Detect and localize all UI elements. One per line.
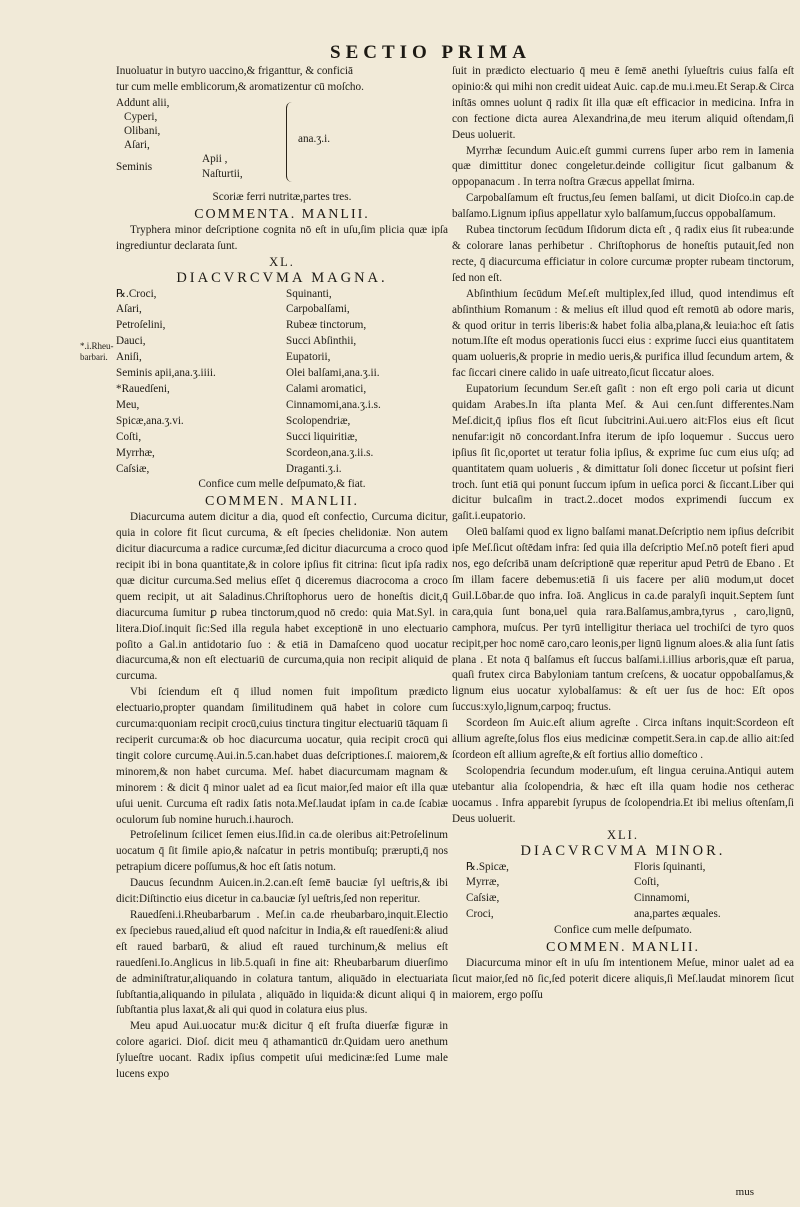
recipe-brace-block: Addunt alii, Cyperi, Olibani, Aſari, Seminis Apii , Naſturtii, ana.ʒ.i.: [116, 96, 330, 180]
paragraph: Oleū balſami quod ex ligno balſami manat.Deſcriptio nem ipſius deſcribit ipſe Meſ.ſicut oſtēdam infra: ſed quia illa deſcriptio Meſ.nō poteſt fieri apud nos, ego deſcribā unam deſcriptionē quæ reperitur apud Petrū de Ebano . Et ſm illam facere debemus:etiā ſi uis facere per aliū modum,ut docet Guil.Lōbar.de quo infra. Ioā. Anglicus in ca.de paralyſi inquit.Septem ſunt cara,quia ſunt bona,uel quia rara.Balſamus,ambra,tyrus , caro,lignū, camphora, muſcus. Per tyrū intelligitur theriaca uel trochiſci de tyro quos recipit,per hoc nomē caro,caro leonis,per lignū lignum aloes.& alia ſunt ſatis plana . Et nota q̄ balſamus eſt ſuccus balſami.i.illius arboris,quæ eſt parua, quaſi frutex circa Babyloniam tantum creſcens, & uocatur oppobalſamus,& lignum eius uocatur xylobalſamus: & eſt uer ſus de hoc: Eſt opos ſuccus:xylo,lignum,carpoq; fructus.: [452, 526, 794, 714]
text-line: Inuoluatur in butyro uaccino,& friganttur, & conficiā: [116, 65, 353, 77]
section-heading: COMMEN. MANLII.: [545, 940, 701, 956]
paragraph: Myrrhæ ſecundum Auic.eſt gummi currens ſuper arbo rem in Iamenia quæ dimittitur donec congeletur.deinde colligitur ſicut galbanum & oppopanacum . In terra noſtra Græcus appellat ſmirna.: [452, 144, 794, 189]
paragraph: Scolopendria ſecundum moder.uſum, eſt lingua ceruina.Antiqui autem utebantur alia ſcolopendria, & hæc eſt illa quam hodie nos cetherac uocamus . Infra apparebit ſyrupus de ſcolopendria.Et ibi melius oſtenſam,ſi Deus uoluerit.: [452, 764, 794, 825]
paragraph: Rubea tinctorum ſecūdum Iſidorum dicta eſt , q̄ radix eius ſit rubea:unde & colorare lanas perhibetur . Chriſtophorus de honeſtis putauit,ſed non recte, q̄ diacurcuma efficiatur in colore curcumæ propter rubeam tinctorum, ſed non eſt.: [452, 224, 794, 284]
paragraph: Rauedſeni.i.Rheubarbarum . Meſ.in ca.de rheubarbaro,inquit.Electio ex ſpeciebus raued,aliud eſt quod naſcitur in India,& eſt rauedſeni:& aliud eſt raued barbarū, & aliud eſt raued turchinum,& melius eſt rauedſeni.Io.Anglicus in lib.5.quaſi in fine ait: Rheubarbarum diuerſimo de adminiſtratur,aliquando in colatura tantum, aliquādo in electuariata ſubſtantia,aliquando in pilulata , aliquādo in liquida:& dicunt aliqui q̄ in ſubſtantia plus laxat,& ali qui quod in colatura eius plus.: [116, 908, 448, 1017]
brace: [286, 102, 297, 182]
paragraph: Abſinthium ſecūdum Meſ.eſt multiplex,ſed illud, quod intendimus eſt abſinthium Romanum : & melius eſt illud quod eſt remotū ab odore maris, & quod oritur in terris liberis:& habet folia alba,plana,& leuia:hoc eſt ſatis notum.Iſte eſt modus operationis ſucci eius : exprime ſucci eius quantitatem quam uolueris,& proprie in medio ueris,& purifica illud ſecundum artem, & fac ſiccari cinere calido in uaſe uitreato,ſicut ſiccatur aloes.: [452, 287, 794, 380]
recipe-title: DIACVRCVMA MAGNA.: [176, 269, 388, 286]
ingredient-list: ℞.Spicæ, Floris ſquinanti, Myrræ, Coſti, Caſsiæ, Cinnamomi, Croci, ana,partes æquales.: [466, 860, 721, 921]
text-line: Confice cum melle deſpumato.: [554, 924, 692, 937]
paragraph: Carpobalſamum eſt fructus,ſeu ſemen balſami, ut dicit Dioſco.in cap.de balſamo.Lignum ipſius appellatur xylo balſamum,ſuccus oppobalſamum.: [452, 192, 794, 221]
section-heading: COMMENTA. MANLII.: [194, 206, 370, 222]
paragraph: Petroſelinum ſcilicet ſemen eius.Iſid.in ca.de oleribus ait:Petroſelinum uocatum q̄ ſit ſimile apio,& naſcatur in petris montibuſq; prærupti,q̄ nos petrapium dicere poſſumus,& hoc eſt ſatis notum.: [116, 829, 448, 874]
text-line: Scoriæ ferri nutritæ,partes tres.: [212, 190, 352, 203]
text-line: tur cum melle emblicorum,& aromatizentur cū moſcho.: [116, 80, 364, 93]
margin-note: *.i.Rheu- barbari.: [80, 341, 114, 362]
left-column: [116, 64, 448, 1083]
running-header: SECTIO PRIMA: [330, 42, 531, 63]
chapter-number: XLI.: [607, 827, 639, 842]
catchword: mus: [735, 1186, 754, 1198]
paragraph: Diacurcuma autem dicitur a dia, quod eſt confectio, Curcuma dicitur, quia in colore fit ſicut curcuma, & eſt ſpecies chelidoniæ. Non autem dicitur diacurcuma a radice curcumæ,ſed dicitur diacurcuma a croco quod recipit ibi in bona quantitate,& in colore ipſius fit citrina: ſicut ipſa radix quæ dicitur curcuma.Sed melius eſſet q̄ diceremus diacrocoma a croco quem recipit, ut ait Saladinus.Chriſtophorus uero de honeſtis dicit,q̄ diacurcuma ſumitur ꝑ rubea tinctorum,quod nō credo: quia Mat.Syl. in litera.Dioſ.inquit ſic:Sed illa regula habet exceptionē in uno electuario poſito a Gal.in antidotario ſuo : & etiā in Damaſceno quod uocatur diacurcuma,& non eſt electuariū de curcuma,quia non recipit aliquid de curcuma.: [116, 511, 448, 683]
ingredient-list: ℞.Croci, Squinanti, Aſari, Carpobalſami, Petroſelini, Rubeæ tinctorum, Dauci, Succi Abſinthii, Aniſi, Eupatorii, Seminis apii,ana.ʒ.iiii. Olei balſami,ana.ʒ.ii. *Rauedſeni, Calami aromatici, Meu, Cinnamomi,ana.ʒ.i.s. Spicæ,ana.ʒ.vi. Scolopendriæ, Coſti, Succi liquiritiæ, Myrrhæ, Scordeon,ana.ʒ.ii.s. Caſsiæ, Draganti.ʒ.i.: [116, 287, 381, 475]
paragraph: Vbi ſciendum eſt q̄ illud nomen fuit impoſitum prædicto electuario,propter quandam ſimilitudinem quā habet in colore cum curcuma:quoniam recipit crocū,cuius tinctura tingitur electuariū tāquam ſi reciperit curcuma:& ob hoc diacurcuma uocatur, quia recipit crocū qui tingit colore curcumę.Aui.in.5.can.habet duas deſcriptiones.ſ. maiorem,& minorem,& non habet curcuma. Meſ. habet diacurcumam magnam & minorem : & dicit q̄ minor ualet ad ea ſicut maior,ſed maior eſt illa quæ uſui uenit. Curcuma eſt radix ſatis nota.Meſ.laudat ipſam in ca.de ſcabiæ oculorum ſub nomine huruch.i.hauroch.: [116, 686, 448, 826]
recipe-title: DIACVRCVMA MINOR.: [520, 842, 726, 859]
paragraph: Eupatorium ſecundum Ser.eſt gaſit : non eſt ergo poli caria ut dicunt quidam Arabes.In iſta planta Meſ. & Aui cen.ſunt differentes.Nam Meſ.dicit,q̄ ipſius flos eſt ſicut ſubcitrini.Aui.uero ait:Flos eius eſt ſicut nenufar:igit nō concordant.Infra iterum de ipſo loquemur . Succus uero ipſius ſit ſic,oportet ut teratur folia ipſius, & exprime ſuc cum eius uſq; ad quantitatem quam uolueris , & dimittatur ſoli donec ſiccetur ut poſsint fieri troch. ſunt etiā qui ponunt ſuccum ipſum in ueſica porci & ſiccant.Liber qui dicitur bulcaſim in tract.2..docet modos exprimendi ſuccum ex gaſit.i.eupatorio.: [452, 383, 794, 523]
chapter-number: XL.: [269, 254, 295, 269]
text-line: Confice cum melle deſpumato,& fiat.: [198, 478, 366, 491]
paragraph: Daucus ſecundnm Auicen.in.2.can.eſt ſemē bauciæ ſyl ueſtris,& ibi dicit:Diſtinctio eius dicetur in ca.bauciæ ſyl ueſtris,ſed non reperitur.: [116, 877, 448, 906]
paragraph: Diacurcuma minor eſt in uſu ſm intentionem Meſue, minor ualet ad ea ſicut maior,ſed nō ſic,ſed poterit dicere aliquis,ſi Meſ.laudat minorem ſicut maiorem, ergo poſſu: [452, 957, 794, 1001]
paragraph: ſuit in prædicto electuario q̄ meu ē ſemē anethi ſylueſtris cuius falſa eſt opinio:& qui mihi non credit uideat Auic. cap.de mu.i.meu.Et Serap.& Circa inſtās omnes uolunt q̄ radix ſit illa quæ eſt efficacior in medicina. Infra in con fectione dicta aurea Alexandrina,de meu iterum aliquid oſtendam,ſi Deus uoluerit.: [452, 65, 794, 141]
paragraph: Tryphera minor deſcriptione cognita nō eſt in uſu,ſim plicia quæ ipſa ingrediuntur declarata ſunt.: [116, 223, 448, 252]
right-column: [452, 64, 794, 1004]
paragraph: Meu apud Aui.uocatur mu:& dicitur q̄ eſt fruſta diuerſæ figuræ in colore agarici. Dioſ. dicit meu q̄ athamanticū dr.Quidam uero anethum ſylueſtre uocant. Radix ipſius competit uſui medicinæ:ſed Lume male lucens expo: [116, 1020, 448, 1081]
section-heading: COMMEN. MANLII.: [204, 494, 360, 510]
paragraph: Scordeon ſm Auic.eſt alium agreſte . Circa inſtans inquit:Scordeon eſt allium agreſte,ſolus flos eius medicinæ competit.Sera.in cap.de allio ait:ſed ſcordeon eſt allium agreſte,& eſt fortius allio domeſtico .: [452, 717, 794, 761]
